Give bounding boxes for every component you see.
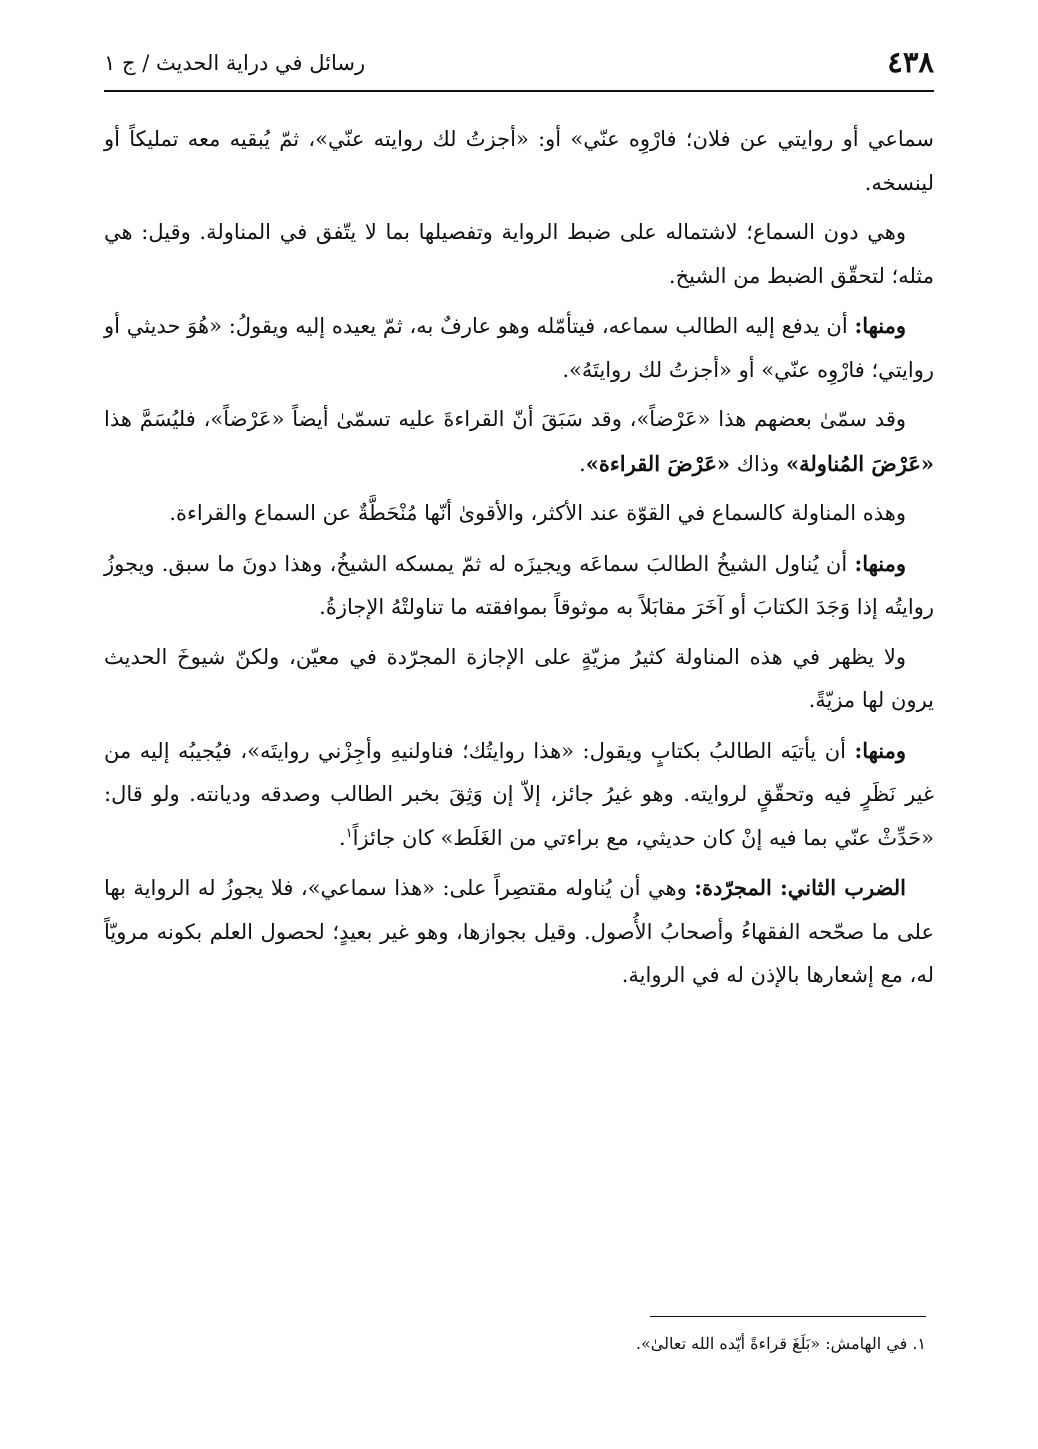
running-title: رسائل في دراية الحديث / ج ١: [104, 51, 366, 75]
paragraph-8-text: أن يأتيَه الطالبُ بكتابٍ ويقول: «هذا روايتُك؛ فناولنيهِ وأجِزْني روايتَه»، فيُجيبُه إليه من غير نَظَرٍ فيه وتحقّقٍ لروايته. وهو غيرُ جائز، إلاّ إن وَثِقَ بخبر الطالب وصدقه وديانته. ولو قال: «حَدِّثْ عنّي بما فيه إنْ كان حديثي، مع براءتي من الغَلَط» كان جائزاً: [104, 738, 934, 850]
footnote: [104, 1330, 926, 1358]
page-number: ٤٣٨: [887, 45, 934, 79]
paragraph-4-text-a: وقد سمّىٰ بعضهم هذا «عَرْضاً»، وقد سَبَقَ أنّ القراءةَ عليه تسمّىٰ أيضاً «عَرْضاً»، فليُسَمَّ هذا: [104, 407, 906, 431]
paragraph-4: [104, 398, 934, 486]
paragraph-6: [104, 542, 934, 630]
footnote-marker[interactable]: ١: [345, 825, 353, 841]
paragraph-8: [104, 729, 934, 861]
paragraph-5-text: وهذه المناولة كالسماع في القوّة عند الأكثر، والأقوىٰ أنّها مُنْحَطَّةٌ عن السماع والقراءة.: [169, 501, 906, 525]
main-text: [104, 118, 934, 1004]
paragraph-7: [104, 636, 934, 723]
header-rule: [104, 90, 934, 92]
page-header: [104, 44, 934, 84]
paragraph-6-lead: ومنها:: [854, 550, 906, 576]
paragraph-9-text: وهي أن يُناوله مقتصِراً على: «هذا سماعي»، فلا يجوزُ له الرواية بها على ما صحّحه الفقهاءُ وأصحابُ الأُصول. وقيل بجوازها، وهو غير بعيدٍ؛ لحصول العلم بكونه مرويّاً له، مع إشعارها بالإذن له في الرواية.: [104, 876, 934, 987]
paragraph-4-text-c: .: [579, 451, 586, 476]
paragraph-1: [104, 118, 934, 205]
footnote-rule: [650, 1316, 926, 1317]
paragraph-3: [104, 304, 934, 392]
paragraph-3-text: أن يدفع إليه الطالب سماعه، فيتأمّله وهو عارفٌ به، ثمّ يعيده إليه ويقولُ: «هُوَ حديثي أو روايتي؛ فارْوِه عنّي» أو «أجزتُ لك روايتَهُ».: [104, 314, 934, 382]
paragraph-8-lead: ومنها:: [854, 737, 906, 763]
paragraph-5: [104, 492, 934, 536]
paragraph-7-text: ولا يظهر في هذه المناولة كثيرُ مزيّةٍ على الإجازة المجرّدة في معيّن، ولكنّ شيوخَ الحديث يرون لها مزيّةً.: [104, 644, 934, 712]
paragraph-9-lead: الضرب الثاني: المجرّدة:: [694, 875, 906, 900]
paragraph-2: [104, 211, 934, 298]
paragraph-2-text: وهي دون السماع؛ لاشتماله على ضبط الرواية وتفصيلها بما لا يتّفق في المناولة. وقيل: هي مثله؛ لتحقّق الضبط من الشيخ.: [104, 220, 934, 288]
paragraph-9: [104, 866, 934, 998]
paragraph-4-text-b: وذاك: [736, 451, 780, 476]
paragraph-8-end: .: [338, 825, 346, 850]
term-ard-qiraa: «عَرْضَ القراءة»: [585, 450, 730, 476]
paragraph-3-lead: ومنها:: [854, 313, 906, 338]
paragraph-1-text: سماعي أو روايتي عن فلان؛ فارْوِه عنّي» أو: «أجزتُ لك روايته عنّي»، ثمّ يُبقيه معه تمليكاً أو لينسخه.: [104, 127, 934, 195]
paragraph-6-text: أن يُناول الشيخُ الطالبَ سماعَه ويجيزَه له ثمّ يمسكه الشيخُ، وهذا دونَ ما سبق. ويجوزُ روايتُه إذا وَجَدَ الكتابَ أو آخَرَ مقابَلاً به موثوقاً بموافقته ما تناولتْهُ الإجازةُ.: [104, 551, 934, 619]
term-ard-munawala: «عَرْضَ المُناولة»: [786, 450, 934, 476]
footnote-text: ١. في الهامش: «بَلَغَ قراءةً أيّده الله تعالىٰ».: [635, 1334, 926, 1353]
